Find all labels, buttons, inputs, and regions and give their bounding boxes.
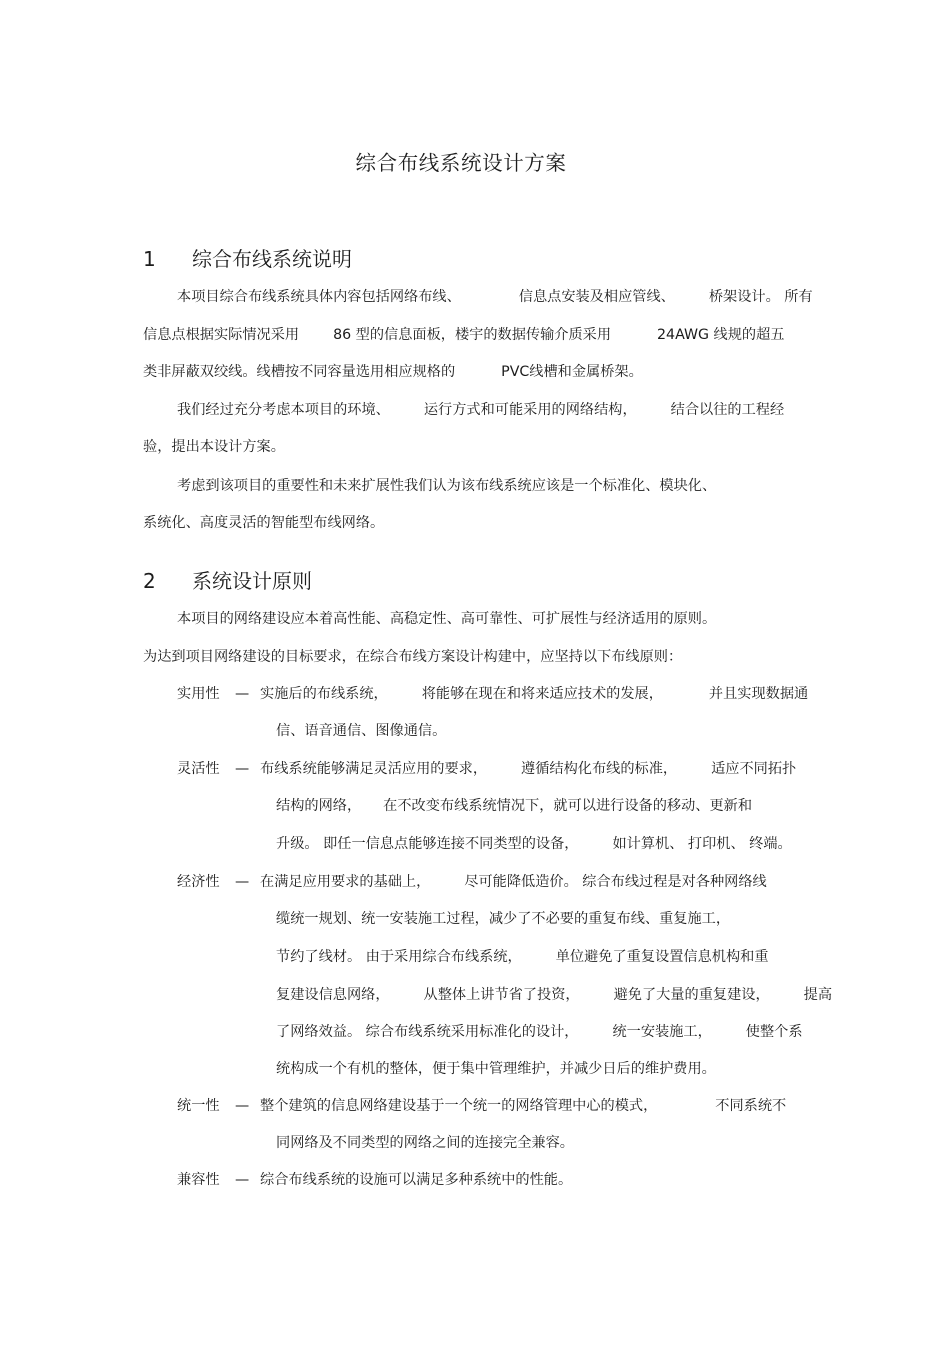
principle-term: 灵活性 bbox=[177, 761, 220, 777]
text-span: 使整个系 bbox=[745, 1024, 803, 1040]
text-span: 遵循结构化布线的标准， bbox=[521, 761, 678, 777]
text-span: 尽可能降低造价。 综合布线过程是对各种网络线 bbox=[464, 874, 767, 890]
principle-line: 综合布线系统的设施可以满足多种系统中的性能。 bbox=[260, 1172, 573, 1188]
paragraph-line: 本项目的网络建设应本着高性能、高稳定性、高可靠性、可扩展性与经济适用的原则。 bbox=[177, 611, 717, 627]
paragraph-line bbox=[143, 325, 784, 345]
text-span: 信息点安装及相应管线、 bbox=[518, 289, 675, 305]
section-1-heading bbox=[143, 243, 352, 272]
text-span: 结合以往的工程经 bbox=[670, 402, 785, 418]
section-2-number: 2 bbox=[143, 569, 156, 593]
text-span: 升级。 即任一信息点能够连接不同类型的设备， bbox=[276, 836, 579, 852]
paragraph-line: 系统化、高度灵活的智能型布线网络。 bbox=[143, 515, 385, 531]
text-span: 单位避免了重复设置信息机构和重 bbox=[555, 949, 769, 965]
text-span: 运行方式和可能采用的网络结构， bbox=[423, 402, 637, 418]
principle-dash: — bbox=[235, 1172, 250, 1188]
text-span: 并且实现数据通 bbox=[708, 686, 809, 702]
principle-line: 同网络及不同类型的网络之间的连接完全兼容。 bbox=[276, 1135, 574, 1151]
text-span: 了网络效益。 综合布线系统采用标准化的设计， bbox=[276, 1024, 579, 1040]
principle-line bbox=[276, 985, 832, 1005]
principle-line bbox=[260, 684, 808, 704]
text-span: 避免了大量的重复建设， bbox=[613, 987, 770, 1003]
text-span: 我们经过充分考虑本项目的环境、 bbox=[177, 402, 390, 418]
text-span: 信息点根据实际情况采用 bbox=[143, 327, 300, 343]
principle-term: 统一性 bbox=[177, 1098, 220, 1114]
section-1-title: 综合布线系统说明 bbox=[192, 247, 352, 271]
principle-term: 实用性 bbox=[177, 686, 220, 702]
text-span: 类非屏蔽双绞线。线槽按不同容量选用相应规格的 bbox=[143, 364, 456, 380]
principle-dash: — bbox=[235, 761, 250, 777]
principle-line bbox=[260, 1096, 786, 1116]
text-span: 结构的网络， bbox=[276, 798, 362, 814]
paragraph-line: 考虑到该项目的重要性和未来扩展性我们认为该布线系统应该是一个标准化、模块化、 bbox=[177, 478, 717, 494]
text-span: 不同系统不 bbox=[715, 1098, 787, 1114]
principle-line bbox=[260, 872, 767, 892]
paragraph-line bbox=[177, 287, 813, 307]
principle-line: 统构成一个有机的整体，便于集中管理维护，并减少日后的维护费用。 bbox=[276, 1061, 716, 1077]
principle-line bbox=[276, 1022, 803, 1042]
document-title: 综合布线系统设计方案 bbox=[355, 151, 567, 175]
section-1-number: 1 bbox=[143, 247, 156, 271]
paragraph-line bbox=[143, 362, 643, 382]
text-span: 统一安装施工， bbox=[612, 1024, 712, 1040]
principle-term: 兼容性 bbox=[177, 1172, 220, 1188]
paragraph-line: 为达到项目网络建设的目标要求，在综合布线方案设计构建中，应坚持以下布线原则： bbox=[143, 649, 683, 665]
text-span: 在不改变布线系统情况下，就可以进行设备的移动、更新和 bbox=[383, 798, 753, 814]
text-span: 节约了线材。 由于采用综合布线系统， bbox=[276, 949, 522, 965]
text-span: 86 型的信息面板，楼宇的数据传输介质采用 bbox=[333, 327, 612, 343]
text-span: 复建设信息网络， bbox=[276, 987, 390, 1003]
paragraph-line bbox=[177, 400, 784, 420]
principle-dash: — bbox=[235, 686, 250, 702]
principle-term: 经济性 bbox=[177, 874, 220, 890]
paragraph-line: 验，提出本设计方案。 bbox=[143, 439, 285, 455]
text-span: 24AWG 线规的超五 bbox=[657, 327, 785, 343]
section-2-heading bbox=[143, 565, 312, 594]
principle-line: 信、语音通信、图像通信。 bbox=[276, 723, 447, 739]
text-span: 提高 bbox=[803, 987, 833, 1003]
principle-dash: — bbox=[235, 874, 250, 890]
text-span: PVC线槽和金属桥架。 bbox=[501, 364, 643, 380]
text-span: 如计算机、 打印机、 终端。 bbox=[612, 836, 792, 852]
principle-dash: — bbox=[235, 1098, 250, 1114]
text-span: 在满足应用要求的基础上， bbox=[260, 874, 431, 890]
text-span: 整个建筑的信息网络建设基于一个统一的网络管理中心的模式， bbox=[260, 1098, 658, 1114]
text-span: 布线系统能够满足灵活应用的要求， bbox=[260, 761, 488, 777]
principle-line bbox=[276, 834, 792, 854]
text-span: 桥架设计。 所有 bbox=[708, 289, 813, 305]
principle-line bbox=[276, 947, 769, 967]
principle-line: 缆统一规划、统一安装施工过程，减少了不必要的重复布线、重复施工， bbox=[276, 911, 731, 927]
section-2-title: 系统设计原则 bbox=[192, 569, 312, 593]
principle-line bbox=[260, 759, 796, 779]
text-span: 适应不同拓扑 bbox=[711, 761, 797, 777]
text-span: 从整体上讲节省了投资， bbox=[423, 987, 580, 1003]
text-span: 实施后的布线系统， bbox=[260, 686, 388, 702]
principle-line bbox=[276, 796, 752, 816]
text-span: 本项目综合布线系统具体内容包括网络布线、 bbox=[177, 289, 461, 305]
text-span: 将能够在现在和将来适应技术的发展， bbox=[421, 686, 663, 702]
